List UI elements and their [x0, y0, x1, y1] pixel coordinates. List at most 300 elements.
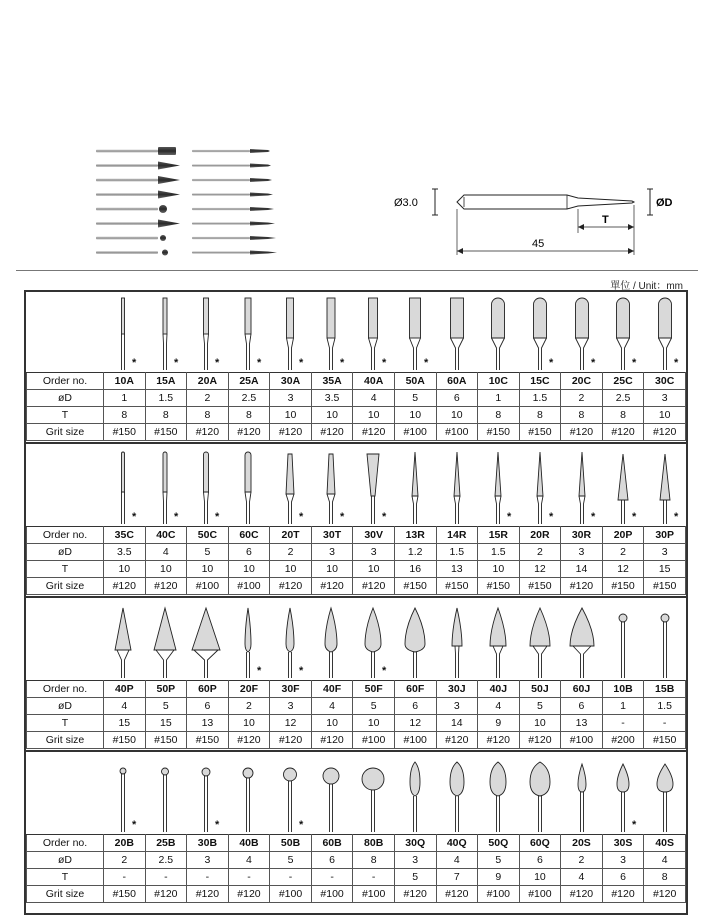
row-label: Grit size [27, 732, 104, 749]
spec-value: #100 [311, 886, 353, 903]
svg-text:*: * [257, 357, 262, 369]
block-separator [26, 442, 686, 444]
bit-drawing [562, 292, 602, 372]
spec-value: - [270, 869, 312, 886]
svg-text:*: * [382, 357, 387, 369]
order-number: 30V [353, 527, 395, 544]
spec-row-grit [27, 886, 686, 903]
spec-value: 9 [478, 715, 520, 732]
bit-drawing [478, 754, 518, 834]
spec-value: - [145, 869, 187, 886]
spec-value: 6 [311, 852, 353, 869]
spec-value: 10 [104, 561, 146, 578]
order-number: 14R [436, 527, 478, 544]
bit-drawing [353, 600, 393, 680]
spec-value: #120 [644, 424, 686, 441]
spec-value: 7 [436, 869, 478, 886]
row-label: T [27, 715, 104, 732]
spec-value: 8 [519, 407, 561, 424]
row-label: øD [27, 544, 104, 561]
spec-value: #120 [187, 424, 229, 441]
order-number: 20B [104, 835, 146, 852]
spec-value: #150 [187, 732, 229, 749]
bit-drawing [145, 600, 185, 680]
svg-text:*: * [298, 357, 303, 369]
spec-value: #120 [353, 578, 395, 595]
svg-text:*: * [340, 357, 345, 369]
spec-value: 3 [436, 698, 478, 715]
spec-row-order [27, 835, 686, 852]
order-number: 30A [270, 373, 312, 390]
order-number: 40J [478, 681, 520, 698]
bit-drawing [603, 446, 643, 526]
spec-table [26, 834, 686, 903]
spec-value: #100 [353, 732, 395, 749]
spec-value: 8 [561, 407, 603, 424]
spec-value: 15 [145, 715, 187, 732]
spec-value: 8 [478, 407, 520, 424]
bit-drawing [645, 292, 685, 372]
spec-value: #120 [311, 732, 353, 749]
bit-drawing [311, 446, 351, 526]
order-number: 60J [561, 681, 603, 698]
spec-value: #150 [519, 424, 561, 441]
svg-text:*: * [131, 511, 137, 523]
order-number: 50P [145, 681, 187, 698]
order-number: 60B [311, 835, 353, 852]
svg-text:*: * [257, 665, 262, 677]
bit-drawing [270, 754, 310, 834]
catalog-block [26, 292, 686, 440]
row-label: Grit size [27, 886, 104, 903]
spec-value: 6 [394, 698, 436, 715]
spec-value: 5 [478, 852, 520, 869]
spec-value: #120 [394, 886, 436, 903]
order-number: 50A [394, 373, 436, 390]
spec-value: 2 [602, 544, 644, 561]
bit-drawing [103, 600, 143, 680]
order-number: 10C [478, 373, 520, 390]
spec-value: 10 [228, 715, 270, 732]
bit-drawing [437, 600, 477, 680]
unit-label: 單位 / Unit：mm [610, 281, 683, 292]
spec-row-t [27, 407, 686, 424]
spec-value: 3 [270, 390, 312, 407]
bit-drawing [270, 600, 310, 680]
spec-value: #120 [353, 424, 395, 441]
row-label: Grit size [27, 424, 104, 441]
spec-value: 4 [561, 869, 603, 886]
spec-value: 10 [353, 407, 395, 424]
order-number: 20R [519, 527, 561, 544]
bit-drawing [353, 292, 393, 372]
spec-value: - [602, 715, 644, 732]
order-number: 15A [145, 373, 187, 390]
order-number: 50F [353, 681, 395, 698]
spec-value: #150 [436, 578, 478, 595]
spec-value: 1.5 [145, 390, 187, 407]
spec-value: 15 [644, 561, 686, 578]
bit-drawing [437, 446, 477, 526]
bit-drawing [353, 754, 393, 834]
spec-value: 5 [353, 698, 395, 715]
spec-value: #150 [478, 578, 520, 595]
bit-drawing [353, 446, 393, 526]
bit-drawing [311, 754, 351, 834]
spec-value: 10 [353, 715, 395, 732]
svg-text:*: * [382, 665, 387, 677]
bit-drawing [520, 600, 560, 680]
order-number: 60F [394, 681, 436, 698]
spec-value: 4 [478, 698, 520, 715]
row-label: øD [27, 852, 104, 869]
row-label: øD [27, 698, 104, 715]
spec-value: #120 [270, 732, 312, 749]
svg-text:*: * [215, 819, 220, 831]
bit-drawing [562, 754, 602, 834]
bit-drawing [395, 446, 435, 526]
spec-value: 3.5 [104, 544, 146, 561]
spec-value: #200 [602, 732, 644, 749]
spec-value: #100 [228, 578, 270, 595]
bit-drawing [103, 292, 143, 372]
product-photo [92, 143, 287, 268]
dimension-drawing [392, 175, 692, 260]
spec-row-grit [27, 732, 686, 749]
bit-drawing [270, 446, 310, 526]
order-number: 15C [519, 373, 561, 390]
spec-value: 10 [519, 715, 561, 732]
spec-value: 10 [270, 561, 312, 578]
order-number: 20A [187, 373, 229, 390]
spec-value: 10 [436, 407, 478, 424]
spec-value: 2.5 [228, 390, 270, 407]
spec-value: 4 [644, 852, 686, 869]
spec-value: - [187, 869, 229, 886]
spec-value: 5 [187, 544, 229, 561]
spec-value: #120 [436, 886, 478, 903]
spec-value: #120 [145, 578, 187, 595]
order-number: 30S [602, 835, 644, 852]
spec-value: 14 [436, 715, 478, 732]
block-separator [26, 596, 686, 598]
svg-text:*: * [632, 357, 637, 369]
spec-value: #120 [519, 732, 561, 749]
spec-value: 13 [561, 715, 603, 732]
bit-drawing [228, 754, 268, 834]
order-number: 40Q [436, 835, 478, 852]
spec-value: 4 [145, 544, 187, 561]
spec-row-grit [27, 424, 686, 441]
spec-value: #120 [311, 424, 353, 441]
spec-value: - [644, 715, 686, 732]
spec-value: 10 [270, 407, 312, 424]
order-number: 40C [145, 527, 187, 544]
spec-value: 6 [602, 869, 644, 886]
bit-drawing [437, 754, 477, 834]
spec-value: 1 [602, 698, 644, 715]
svg-text:*: * [632, 511, 637, 523]
spec-value: 10 [145, 561, 187, 578]
svg-text:*: * [215, 357, 220, 369]
bit-drawing [311, 292, 351, 372]
order-number: 15R [478, 527, 520, 544]
row-label: T [27, 869, 104, 886]
bit-drawing [562, 446, 602, 526]
head-length-label: T [602, 214, 609, 226]
order-number: 30F [270, 681, 312, 698]
svg-text:*: * [507, 511, 512, 523]
spec-value: #120 [478, 732, 520, 749]
spec-value: 12 [394, 715, 436, 732]
spec-value: 4 [228, 852, 270, 869]
svg-text:*: * [215, 511, 220, 523]
spec-value: 10 [394, 407, 436, 424]
spec-value: #150 [394, 578, 436, 595]
spec-value: #100 [519, 886, 561, 903]
order-number: 20P [602, 527, 644, 544]
header-rule [16, 270, 698, 271]
spec-value: 1 [104, 390, 146, 407]
order-number: 30P [644, 527, 686, 544]
bit-drawing [603, 600, 643, 680]
order-number: 30J [436, 681, 478, 698]
spec-value: #100 [436, 424, 478, 441]
product-catalog [24, 290, 688, 915]
spec-value: 2 [228, 698, 270, 715]
spec-value: 2 [561, 852, 603, 869]
spec-value: 2.5 [602, 390, 644, 407]
order-number: 50J [519, 681, 561, 698]
bit-drawing [645, 446, 685, 526]
spec-value: #120 [228, 886, 270, 903]
spec-value: #150 [602, 578, 644, 595]
svg-text:*: * [173, 511, 178, 523]
spec-table [26, 680, 686, 749]
spec-value: 2 [187, 390, 229, 407]
spec-value: #120 [104, 578, 146, 595]
spec-value: 5 [270, 852, 312, 869]
spec-table [26, 372, 686, 441]
bit-drawing [603, 292, 643, 372]
order-number: 60Q [519, 835, 561, 852]
row-label: T [27, 561, 104, 578]
bit-drawing [145, 754, 185, 834]
spec-value: 6 [187, 698, 229, 715]
bit-drawing [228, 446, 268, 526]
bit-drawing [562, 600, 602, 680]
spec-value: 3 [270, 698, 312, 715]
spec-value: 12 [602, 561, 644, 578]
bit-drawing [103, 754, 143, 834]
spec-value: #120 [270, 424, 312, 441]
spec-value: #120 [561, 424, 603, 441]
spec-value: 4 [353, 390, 395, 407]
order-number: 30Q [394, 835, 436, 852]
spec-value: #100 [270, 886, 312, 903]
spec-value: 6 [519, 852, 561, 869]
spec-value: 10 [644, 407, 686, 424]
spec-value: 5 [394, 390, 436, 407]
spec-row-order [27, 527, 686, 544]
spec-row-d [27, 544, 686, 561]
bit-drawing [645, 600, 685, 680]
spec-table [26, 526, 686, 595]
spec-value: 8 [104, 407, 146, 424]
spec-value: #150 [644, 578, 686, 595]
spec-value: 1 [478, 390, 520, 407]
spec-value: - [353, 869, 395, 886]
spec-value: #150 [644, 732, 686, 749]
head-diameter-label: ØD [656, 197, 673, 209]
bit-drawing [186, 754, 226, 834]
spec-value: 8 [187, 407, 229, 424]
spec-value: #100 [353, 886, 395, 903]
spec-value: 15 [104, 715, 146, 732]
svg-text:*: * [298, 665, 303, 677]
svg-text:*: * [340, 511, 345, 523]
spec-value: 2 [104, 852, 146, 869]
spec-value: 9 [478, 869, 520, 886]
bit-drawing [186, 292, 226, 372]
spec-value: 8 [228, 407, 270, 424]
bit-drawing [603, 754, 643, 834]
order-number: 13R [394, 527, 436, 544]
order-number: 15B [644, 681, 686, 698]
order-number: 25B [145, 835, 187, 852]
bit-drawing [186, 600, 226, 680]
bit-drawing [395, 292, 435, 372]
spec-row-t [27, 869, 686, 886]
bit-drawing [645, 754, 685, 834]
spec-value: 12 [519, 561, 561, 578]
spec-value: #120 [228, 424, 270, 441]
spec-value: #100 [187, 578, 229, 595]
spec-value: 3 [187, 852, 229, 869]
spec-value: #150 [478, 424, 520, 441]
order-number: 30T [311, 527, 353, 544]
spec-value: #150 [104, 732, 146, 749]
spec-value: #100 [561, 732, 603, 749]
spec-value: 14 [561, 561, 603, 578]
spec-row-order [27, 681, 686, 698]
spec-value: 16 [394, 561, 436, 578]
bit-drawing [228, 600, 268, 680]
spec-row-t [27, 715, 686, 732]
spec-value: 4 [104, 698, 146, 715]
order-number: 40A [353, 373, 395, 390]
spec-value: 2.5 [145, 852, 187, 869]
order-number: 30B [187, 835, 229, 852]
svg-text:*: * [549, 511, 554, 523]
row-label: Grit size [27, 578, 104, 595]
spec-value: #120 [644, 886, 686, 903]
spec-value: 5 [394, 869, 436, 886]
spec-row-t [27, 561, 686, 578]
spec-value: 10 [311, 715, 353, 732]
order-number: 25C [602, 373, 644, 390]
spec-value: 6 [228, 544, 270, 561]
bit-drawing [395, 754, 435, 834]
catalog-block [26, 754, 686, 902]
spec-value: 1.5 [478, 544, 520, 561]
order-number: 10B [602, 681, 644, 698]
spec-value: 13 [436, 561, 478, 578]
spec-value: #150 [145, 424, 187, 441]
spec-value: 1.2 [394, 544, 436, 561]
order-number: 40B [228, 835, 270, 852]
order-number: 50B [270, 835, 312, 852]
spec-value: 5 [145, 698, 187, 715]
order-number: 20C [561, 373, 603, 390]
bit-drawing [311, 600, 351, 680]
svg-text:*: * [674, 357, 679, 369]
spec-value: 10 [228, 561, 270, 578]
bit-drawing [478, 446, 518, 526]
spec-value: 8 [644, 869, 686, 886]
order-number: 60P [187, 681, 229, 698]
bit-drawing [437, 292, 477, 372]
spec-value: #120 [602, 424, 644, 441]
spec-value: #120 [602, 886, 644, 903]
order-number: 40P [104, 681, 146, 698]
order-number: 60A [436, 373, 478, 390]
spec-value: #100 [478, 886, 520, 903]
spec-value: 3 [394, 852, 436, 869]
order-number: 35C [104, 527, 146, 544]
spec-row-d [27, 698, 686, 715]
spec-value: #120 [187, 886, 229, 903]
order-number: 80B [353, 835, 395, 852]
spec-value: 3 [602, 852, 644, 869]
overall-length-label: 45 [532, 238, 545, 250]
svg-text:*: * [298, 511, 303, 523]
row-label: Order no. [27, 527, 104, 544]
catalog-block [26, 446, 686, 594]
order-number: 20T [270, 527, 312, 544]
spec-value: 10 [478, 561, 520, 578]
row-label: Order no. [27, 835, 104, 852]
bit-drawing [520, 292, 560, 372]
shank-diameter-label: Ø3.0 [394, 197, 418, 209]
bit-drawing [520, 446, 560, 526]
svg-text:*: * [549, 357, 554, 369]
spec-value: 4 [311, 698, 353, 715]
bit-drawing [145, 292, 185, 372]
spec-row-d [27, 852, 686, 869]
spec-value: #120 [228, 732, 270, 749]
spec-value: 10 [519, 869, 561, 886]
spec-value: 3 [644, 544, 686, 561]
svg-text:*: * [382, 511, 387, 523]
spec-value: 8 [145, 407, 187, 424]
spec-value: #150 [104, 424, 146, 441]
spec-value: 10 [187, 561, 229, 578]
bit-drawing [395, 600, 435, 680]
svg-text:*: * [173, 357, 178, 369]
bit-drawing [145, 446, 185, 526]
order-number: 35A [311, 373, 353, 390]
spec-row-grit [27, 578, 686, 595]
row-label: T [27, 407, 104, 424]
svg-text:*: * [423, 357, 429, 369]
spec-value: 3 [311, 544, 353, 561]
spec-value: 3 [561, 544, 603, 561]
order-number: 25A [228, 373, 270, 390]
spec-value: 10 [311, 561, 353, 578]
spec-value: 10 [353, 561, 395, 578]
spec-value: 2 [519, 544, 561, 561]
